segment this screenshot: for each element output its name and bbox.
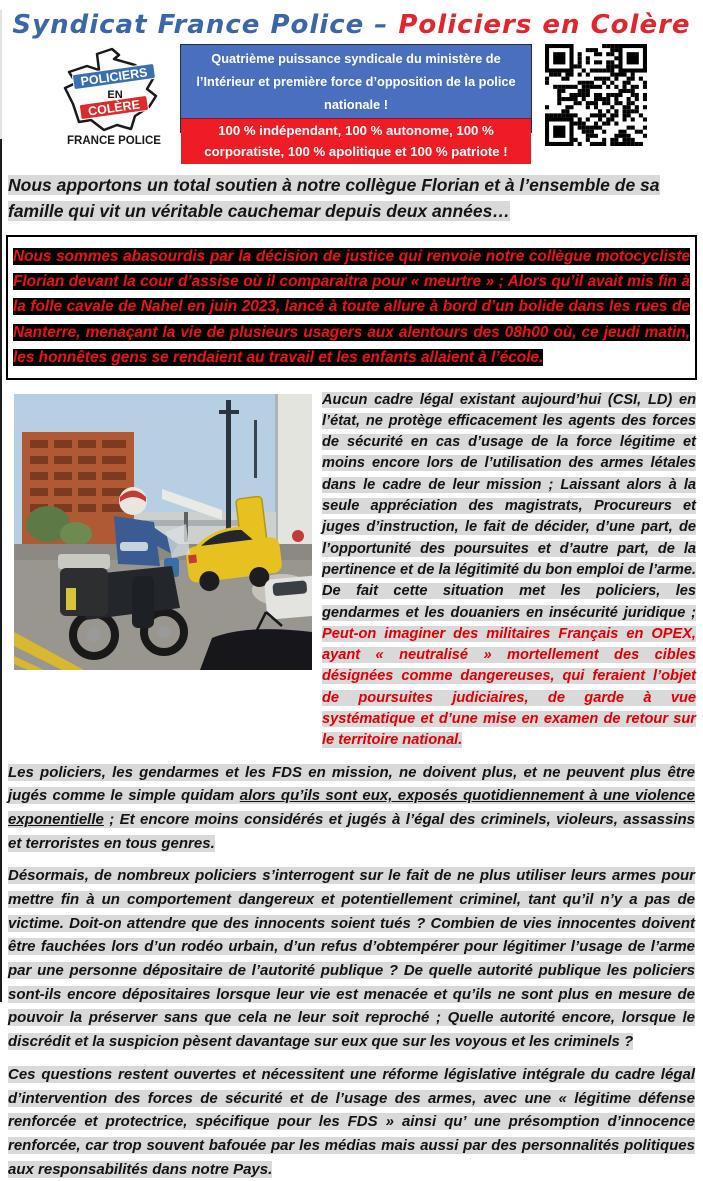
paragraph-policiers-fds (8, 761, 695, 856)
page-title-red: Policiers en Colère (398, 10, 691, 40)
street-scene-photo (14, 394, 312, 670)
paragraph-ces-questions (8, 1063, 695, 1181)
page-title-blue: Syndicat France Police – (12, 10, 389, 40)
legal-analysis-text (322, 390, 696, 752)
svg-text:EN: EN (107, 89, 123, 101)
intro-statement (8, 172, 695, 225)
intro-statement-text: Nous apportons un total soutien à notre collègue Florian et à l’ensemble de sa famille qui vit un véritable cauchemar depuis deux années… (8, 175, 660, 222)
paragraph1-before: Les policiers, les gendarmes et les FDS en mission, ne doivent plus, et ne peuvent plus être jugés comme le simple quidam (8, 763, 695, 805)
alert-box-text: Nous sommes abasourdis par la décision de justice qui renvoie notre collègue motocycliste Florian devant la cour d’assise où il comparaitra pour « meurtre » ; Alors qu’il avait mis fin à la folle cavale de Nahel en juin 2023, lancé à toute allure à bord d’un bolide dans les rues de Nanterre, menaçant la vie de plusieurs usagers aux alentours des 08h00 où, ce jeudi matin, les honnêtes gens se rendaient au travail et les enfants allaient à l’école. (13, 247, 690, 367)
france-map-icon (58, 46, 170, 132)
paragraph1-underlined: alors qu’ils sont eux, exposés quotidiennement à une violence exponentielle (8, 787, 695, 828)
banner-blue-text: Quatrième puissance syndicale du ministère de l’Intérieur et première force d’opposition de la police nationale ! (181, 45, 531, 119)
legal-analysis-red: Peut-on imaginer des militaires Français en OPEX, ayant « neutralisé » mortellement des cibles désignées comme dangereuses, qui feraient l’objet de poursuites judiciaires, de garde à vue systématique et d’une mise en examen de retour sur le territoire national. (322, 625, 696, 749)
paragraph3-text: Ces questions restent ouvertes et nécessitent une réforme législative intégrale du cadre légal d’intervention des forces de sécurité et de l’usage des armes, avec une « légitime défense renforcée et protectrice, spécifique pour les FDS » ainsi qu’ une présomption d’innocence renforcée, car trop souvent bafouée par les médias mais aussi par des personnalités politiques aux responsabilités dans notre Pays. (8, 1065, 695, 1178)
paragraph-desormais (8, 864, 695, 1054)
svg-text:POLICIERS: POLICIERS (79, 65, 149, 89)
header-band (0, 44, 703, 159)
union-logo (54, 46, 174, 147)
main-content (0, 390, 703, 752)
paragraph1-after: ; Et encore moins considérés et jugés à l’égal des criminels, violeurs, assassins et terroristes en tous genres. (8, 810, 695, 852)
photo-illustration (14, 394, 312, 670)
paragraph2-text: Désormais, de nombreux policiers s’interrogent sur le fait de ne plus utiliser leurs armes pour mettre fin à un comportement dangereux et potentiellement criminel, tant qu’il n’y a pas de victime. Doit-on attendre que des innocents soient tués ? Combien de vies innocentes doivent être fauchées lors d’un rodéo urbain, d’un refus d’obtempérer pour légitimer l’usage de l’arme par une personne dépositaire de l’autorité publique ? De quelle autorité publique les policiers sont-ils encore dépositaires lorsque leur vie est menacée et qu’ils ne sont plus en mesure de pouvoir la préserver sans que cela ne leur soit reproché ; Quelle autorité encore, lorsque le discrédit et la suspicion pèsent davantage sur eux que sur les voyous et les criminels ? (8, 867, 695, 1051)
qr-code-icon (545, 44, 647, 146)
logo-caption: FRANCE POLICE (67, 135, 161, 147)
union-banner (180, 44, 532, 159)
svg-text:COLÈRE: COLÈRE (87, 97, 141, 119)
page-title (0, 10, 703, 40)
banner-red-text: 100 % indépendant, 100 % autonome, 100 % corporatiste, 100 % apolitique et 100 % patriote ! (181, 119, 531, 164)
alert-box (6, 235, 697, 380)
legal-analysis-black: Aucun cadre légal existant aujourd’hui (CSI, LD) en l’état, ne protège efficacement les agents des forces de sécurité en cas d’usage de la force légitime et moins encore lors de l’utilisation des armes létales dans le cadre de leur mission ; Laissant alors à la seule appréciation des magistrats, Procureurs et juges d’instruction, le fait de décider, d’une part, de l’opportunité des poursuites et d’autre part, de la pertinence et de la légitimité du bon emploi de l’arme. De fait cette situation met les policiers, les gendarmes et les douaniers en insécurité juridique ; (322, 391, 696, 621)
